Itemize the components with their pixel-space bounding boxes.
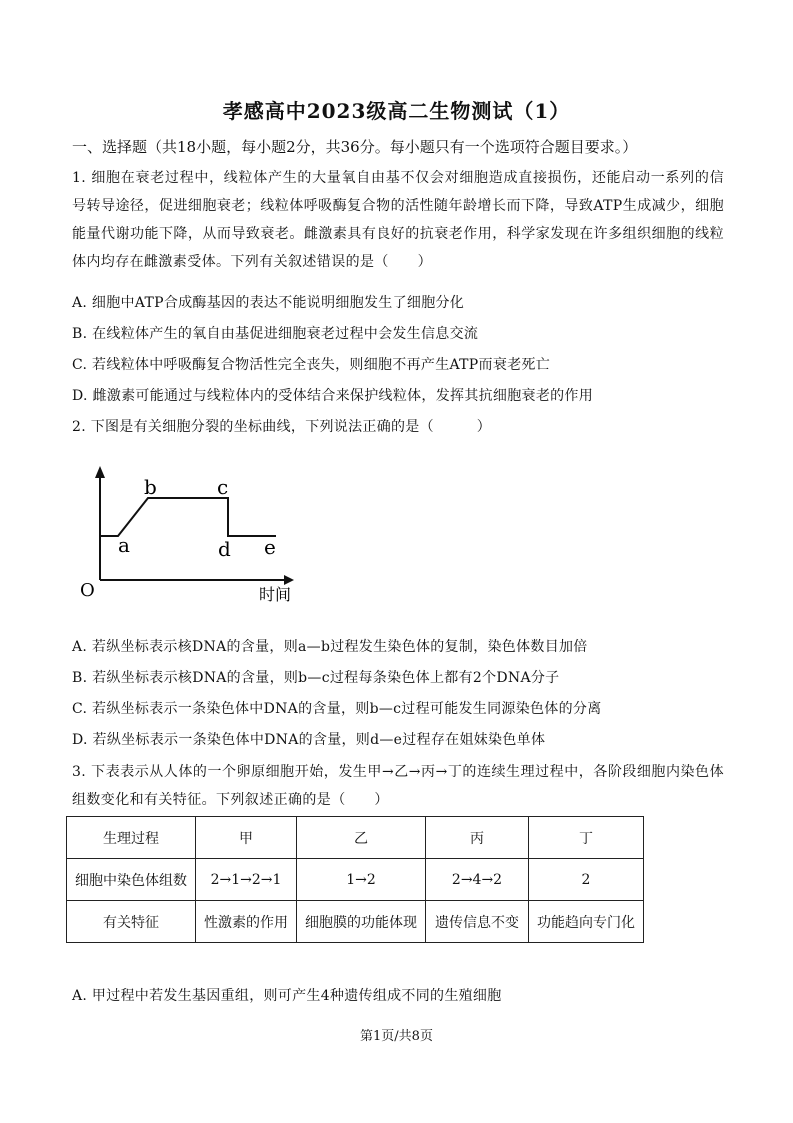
question-2-option-d: D. 若纵坐标表示一条染色体中DNA的含量，则d—e过程存在姐妹染色单体 bbox=[72, 732, 546, 748]
question-1-option-c: C. 若线粒体中呼吸酶复合物活性完全丧失，则细胞不再产生ATP而衰老死亡 bbox=[72, 357, 551, 373]
x-axis-label: 时间 bbox=[259, 585, 292, 604]
table-cell: 2 bbox=[529, 859, 644, 901]
point-a-label: a bbox=[118, 533, 130, 557]
question-1-option-a: A. 细胞中ATP合成酶基因的表达不能说明细胞发生了细胞分化 bbox=[72, 295, 465, 311]
x-axis-arrow bbox=[284, 575, 294, 585]
point-e-label: e bbox=[264, 535, 276, 559]
question-2-stem: 2. 下图是有关细胞分裂的坐标曲线，下列说法正确的是（ ） bbox=[72, 419, 492, 435]
table-cell: 有关特征 bbox=[67, 901, 196, 943]
origin-label: O bbox=[80, 580, 95, 601]
table-row bbox=[67, 859, 644, 901]
cell-division-graph bbox=[72, 458, 312, 608]
question-1-stem: 1. 细胞在衰老过程中，线粒体产生的大量氧自由基不仅会对细胞造成直接损伤，还能启动一系列的信号转导途径，促进细胞衰老；线粒体呼吸酶复合物的活性随年龄增长而下降，导致ATP生成减少，细胞能量代谢功能下降，从而导致衰老。雌激素具有良好的抗衰老作用，科学家发现在许多组织细胞的线粒体内均存在雌激素受体。下列有关叙述错误的是（ ） bbox=[72, 170, 724, 270]
table-cell: 1→2 bbox=[297, 859, 426, 901]
table-cell: 2→1→2→1 bbox=[196, 859, 297, 901]
table-cell: 丁 bbox=[529, 817, 644, 859]
question-3-stem: 3. 下表表示从人体的一个卵原细胞开始，发生甲→乙→丙→丁的连续生理过程中，各阶段细胞内染色体组数变化和有关特征。下列叙述正确的是（ ） bbox=[72, 764, 724, 808]
table-cell: 2→4→2 bbox=[426, 859, 529, 901]
question-1-option-d: D. 雌激素可能通过与线粒体内的受体结合来保护线粒体，发挥其抗细胞衰老的作用 bbox=[72, 388, 594, 404]
table-cell: 遗传信息不变 bbox=[426, 901, 529, 943]
table-row bbox=[67, 901, 644, 943]
table-cell: 功能趋向专门化 bbox=[529, 901, 644, 943]
question-2-option-c: C. 若纵坐标表示一条染色体中DNA的含量，则b—c过程可能发生同源染色体的分离 bbox=[72, 701, 602, 717]
page-title: 孝感高中2023级高二生物测试（1） bbox=[222, 99, 571, 123]
table-cell: 生理过程 bbox=[67, 817, 196, 859]
point-c-label: c bbox=[217, 475, 229, 499]
table-cell: 细胞中染色体组数 bbox=[67, 859, 196, 901]
point-d-label: d bbox=[218, 537, 231, 561]
question-3-option-a: A. 甲过程中若发生基因重组，则可产生4种遗传组成不同的生殖细胞 bbox=[72, 988, 502, 1004]
page-footer: 第1页/共8页 bbox=[360, 1029, 433, 1044]
section-heading: 一、选择题（共18小题，每小题2分，共36分。每小题只有一个选项符合题目要求。） bbox=[72, 138, 638, 156]
table-cell: 乙 bbox=[297, 817, 426, 859]
table-cell: 性激素的作用 bbox=[196, 901, 297, 943]
question-3-table bbox=[66, 816, 644, 943]
question-1-option-b: B. 在线粒体产生的氧自由基促进细胞衰老过程中会发生信息交流 bbox=[72, 326, 479, 342]
table-row bbox=[67, 817, 644, 859]
table-cell: 细胞膜的功能体现 bbox=[297, 901, 426, 943]
table-cell: 甲 bbox=[196, 817, 297, 859]
y-axis-arrow bbox=[95, 466, 105, 478]
point-b-label: b bbox=[144, 475, 157, 499]
question-2-option-a: A. 若纵坐标表示核DNA的含量，则a—b过程发生染色体的复制，染色体数目加倍 bbox=[72, 639, 588, 655]
question-2-option-b: B. 若纵坐标表示核DNA的含量，则b—c过程每条染色体上都有2个DNA分子 bbox=[72, 670, 560, 686]
graph-curve bbox=[100, 498, 276, 536]
table-cell: 丙 bbox=[426, 817, 529, 859]
